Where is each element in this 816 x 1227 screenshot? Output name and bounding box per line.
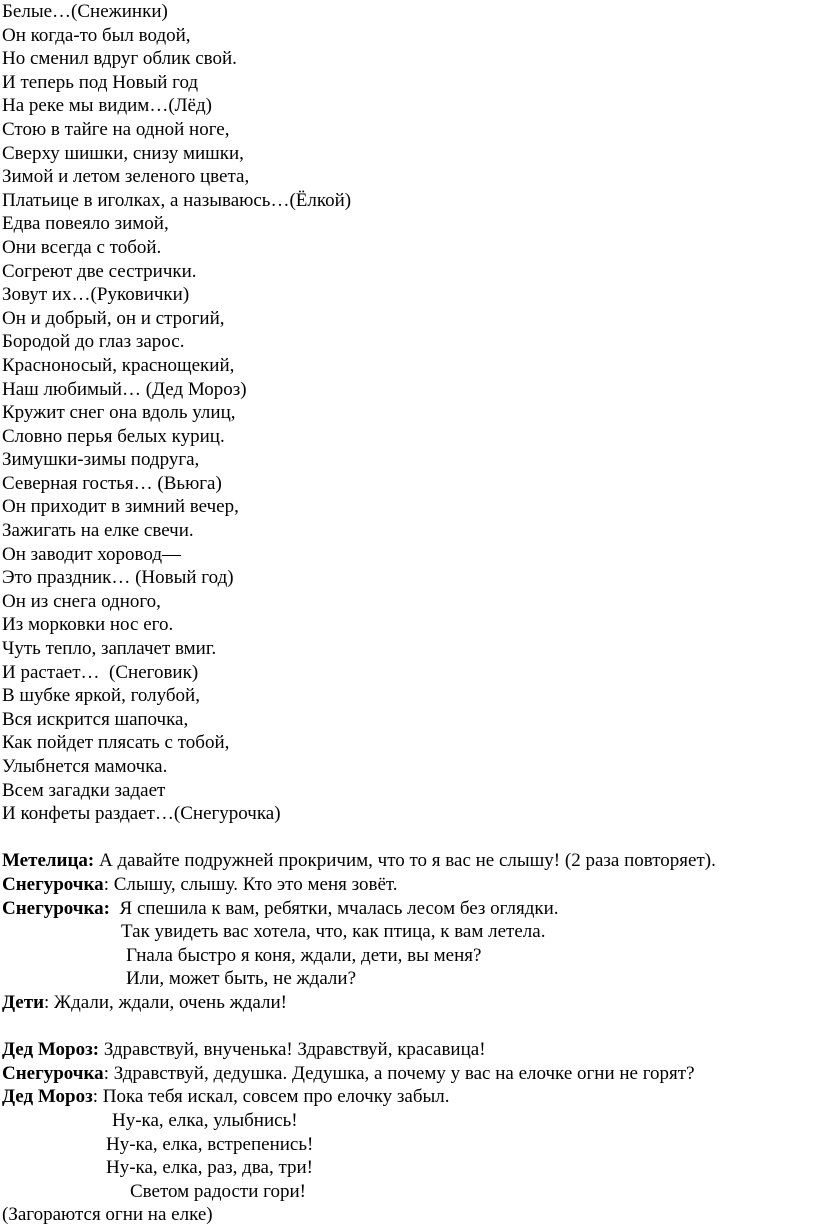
riddle-line: И растает… (Снеговик) bbox=[2, 661, 199, 683]
riddle-line: Всем загадки задает bbox=[2, 779, 166, 801]
riddle-line: Чуть тепло, заплачет вмиг. bbox=[2, 638, 217, 660]
stage-direction: (Загораются огни на елке) bbox=[2, 1204, 213, 1226]
riddle-line: Это праздник… (Новый год) bbox=[2, 567, 234, 589]
dialogue-line bbox=[2, 849, 814, 873]
dialogue-line bbox=[2, 873, 814, 897]
riddle-line: Бородой до глаз зарос. bbox=[2, 331, 185, 353]
riddle-line: Зовут их…(Руковички) bbox=[2, 284, 190, 306]
dialogue-block-metelitsa bbox=[2, 849, 814, 1014]
dialogue-line bbox=[2, 991, 814, 1015]
dialogue-line bbox=[2, 1133, 814, 1157]
riddle-line: И конфеты раздает…(Снегурочка) bbox=[2, 803, 281, 825]
riddle-line: Платьице в иголках, а называюсь…(Ёлкой) bbox=[2, 189, 352, 211]
speaker-name: Дед Мороз bbox=[2, 1086, 93, 1108]
riddle-line: Зимушки-зимы подруга, bbox=[2, 449, 200, 471]
riddle-line: Словно перья белых куриц. bbox=[2, 425, 225, 447]
dialogue-line bbox=[2, 897, 814, 921]
speech-text: Или, может быть, не ждали? bbox=[126, 968, 357, 990]
riddle-line: Они всегда с тобой. bbox=[2, 236, 162, 258]
riddles-block bbox=[2, 0, 814, 826]
riddle-line: Как пойдет плясать с тобой, bbox=[2, 732, 230, 754]
riddle-line: В шубке яркой, голубой, bbox=[2, 685, 200, 707]
speech-text: : Пока тебя искал, совсем про елочку забыл. bbox=[92, 1086, 450, 1108]
dialogue-line bbox=[2, 967, 814, 991]
speaker-name: Снегурочка: bbox=[2, 897, 111, 919]
riddle-line: Кружит снег она вдоль улиц, bbox=[2, 402, 236, 424]
riddle-line: Он заводит хоровод— bbox=[2, 543, 181, 565]
speaker-name: Дети bbox=[2, 991, 45, 1013]
paragraph-gap bbox=[2, 1015, 814, 1039]
riddle-line: Наш любимый… (Дед Мороз) bbox=[2, 378, 247, 400]
dialogue-line bbox=[2, 1038, 814, 1062]
dialogue-block-ded-moroz bbox=[2, 1038, 814, 1227]
document-page bbox=[2, 0, 814, 1227]
speech-text: Светом радости гори! bbox=[130, 1180, 306, 1202]
dialogue-line bbox=[2, 1109, 814, 1133]
speech-text: Я спешила к вам, ребятки, мчалась лесом без оглядки. bbox=[110, 897, 559, 919]
dialogue-line bbox=[2, 1156, 814, 1180]
speech-text: Здравствуй, внученька! Здравствуй, красавица! bbox=[99, 1039, 486, 1061]
speaker-name: Метелица: bbox=[2, 850, 95, 872]
riddle-line: Он из снега одного, bbox=[2, 590, 161, 612]
riddle-line: Он и добрый, он и строгий, bbox=[2, 307, 225, 329]
riddle-line: Согреют две сестрички. bbox=[2, 260, 197, 282]
dialogue-line bbox=[2, 944, 814, 968]
riddle-line: Белые…(Снежинки) bbox=[2, 1, 168, 22]
speaker-name: Снегурочка bbox=[2, 873, 104, 895]
speech-text: : Здравствуй, дедушка. Дедушка, а почему у вас на елочке огни не горят? bbox=[103, 1062, 695, 1084]
riddle-line: Вся искрится шапочка, bbox=[2, 708, 189, 730]
speech-text: : Ждали, ждали, очень ждали! bbox=[44, 991, 287, 1013]
riddle-line: И теперь под Новый год bbox=[2, 71, 199, 93]
speaker-name: Дед Мороз: bbox=[2, 1039, 100, 1061]
dialogue-line bbox=[2, 1180, 814, 1204]
paragraph-gap bbox=[2, 826, 814, 850]
riddle-line: Улыбнется мамочка. bbox=[2, 756, 168, 777]
riddle-line: Северная гостья… (Вьюга) bbox=[2, 472, 222, 494]
riddle-line: Сверху шишки, снизу мишки, bbox=[2, 142, 244, 164]
speech-text: : Слышу, слышу. Кто это меня зовёт. bbox=[103, 873, 398, 895]
dialogue-line bbox=[2, 920, 814, 944]
speech-text: А давайте подружней прокричим, что то я вас не слышу! (2 раза повторяет). bbox=[94, 850, 716, 872]
riddle-line: На реке мы видим…(Лёд) bbox=[2, 95, 212, 117]
dialogue-line bbox=[2, 1085, 814, 1109]
riddle-line: Стою в тайге на одной ноге, bbox=[2, 118, 230, 140]
riddle-line: Едва повеяло зимой, bbox=[2, 213, 169, 235]
riddle-line: Зажигать на елке свечи. bbox=[2, 520, 194, 542]
speech-text: Ну-ка, елка, раз, два, три! bbox=[106, 1157, 314, 1179]
dialogue-line bbox=[2, 1062, 814, 1086]
speech-text: Ну-ка, елка, встрепенись! bbox=[106, 1133, 314, 1155]
riddle-line: Из морковки нос его. bbox=[2, 614, 174, 636]
speech-text: Так увидеть вас хотела, что, как птица, к вам летела. bbox=[121, 921, 546, 943]
riddle-line: Красноносый, краснощекий, bbox=[2, 354, 235, 376]
riddle-line: Зимой и летом зеленого цвета, bbox=[2, 166, 250, 188]
riddle-line: Но сменил вдруг облик свой. bbox=[2, 48, 237, 70]
riddle-line: Он приходит в зимний вечер, bbox=[2, 496, 239, 518]
speaker-name: Снегурочка bbox=[2, 1062, 104, 1084]
riddle-line: Он когда-то был водой, bbox=[2, 24, 191, 46]
speech-text: Гнала быстро я коня, ждали, дети, вы меня? bbox=[126, 944, 482, 966]
speech-text: Ну-ка, елка, улыбнись! bbox=[112, 1109, 298, 1131]
